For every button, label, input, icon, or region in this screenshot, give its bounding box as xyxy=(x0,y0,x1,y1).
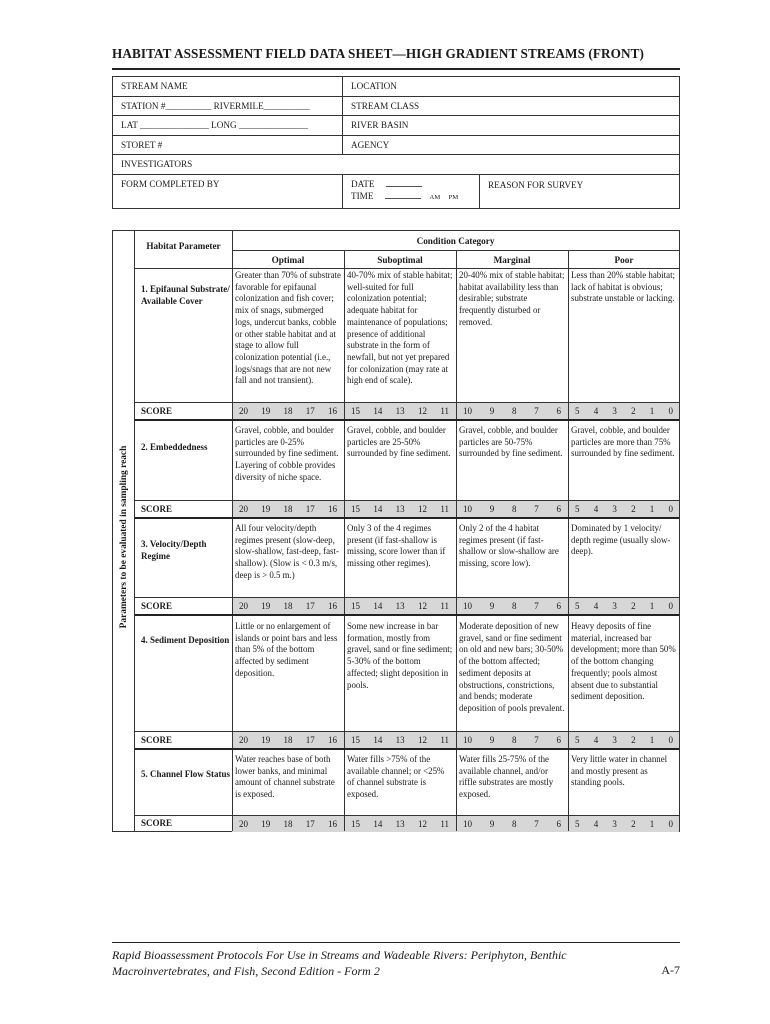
score-value[interactable]: 3 xyxy=(612,503,617,514)
score-value[interactable]: 12 xyxy=(417,734,427,745)
score-value[interactable]: 5 xyxy=(575,503,580,514)
desc-marginal: Water fills 25-75% of the available channel, and/or riffle substrates are mostly exposed. xyxy=(459,754,554,800)
score-range-marginal xyxy=(456,597,568,614)
score-value[interactable]: 13 xyxy=(395,503,405,514)
score-value[interactable]: 3 xyxy=(612,818,617,829)
date-blank[interactable] xyxy=(386,179,422,187)
score-value[interactable]: 10 xyxy=(463,600,472,611)
score-value[interactable]: 2 xyxy=(631,818,636,829)
score-value[interactable]: 13 xyxy=(395,818,405,829)
score-value[interactable]: 11 xyxy=(440,818,449,829)
score-value[interactable]: 0 xyxy=(668,734,673,745)
score-value[interactable]: 2 xyxy=(631,405,636,416)
location-field[interactable]: LOCATION xyxy=(351,81,397,91)
score-value[interactable]: 16 xyxy=(328,503,337,514)
score-value[interactable]: 6 xyxy=(556,503,561,514)
score-value[interactable]: 19 xyxy=(261,818,271,829)
score-value[interactable]: 12 xyxy=(417,600,427,611)
score-value[interactable]: 18 xyxy=(283,405,293,416)
score-value[interactable]: 13 xyxy=(395,405,405,416)
title-rule xyxy=(112,68,680,70)
score-value[interactable]: 2 xyxy=(631,503,636,514)
score-range-optimal xyxy=(232,815,344,832)
row-divider xyxy=(135,517,679,519)
score-value[interactable]: 1 xyxy=(649,503,655,514)
param-sediment-deposition: 4. Sediment Deposition xyxy=(141,635,230,645)
score-value[interactable]: 12 xyxy=(417,818,427,829)
score-value[interactable]: 9 xyxy=(489,503,495,514)
footer-citation: Rapid Bioassessment Protocols For Use in Streams and Wadeable Rivers: Periphyton, Benthic Macroinvertebrates, and Fish, Second Edition - Form 2 xyxy=(112,948,567,978)
header-form xyxy=(112,76,680,209)
habitat-table xyxy=(112,230,680,832)
score-value[interactable]: 0 xyxy=(668,818,673,829)
score-value[interactable]: 18 xyxy=(283,600,293,611)
form-row xyxy=(113,155,679,175)
score-value[interactable]: 7 xyxy=(534,600,539,611)
score-value[interactable]: 11 xyxy=(440,734,449,745)
score-value[interactable]: 8 xyxy=(512,818,517,829)
score-value[interactable]: 0 xyxy=(668,503,673,514)
score-value[interactable]: 0 xyxy=(668,405,673,416)
score-value[interactable]: 7 xyxy=(534,818,539,829)
score-value[interactable]: 15 xyxy=(351,818,360,829)
score-value[interactable]: 13 xyxy=(395,600,405,611)
score-value[interactable]: 15 xyxy=(351,405,360,416)
param-velocity-depth-regime: 3. Velocity/Depth Regime xyxy=(141,539,207,561)
header-condition-category: Condition Category xyxy=(416,236,495,246)
score-range-marginal xyxy=(456,731,568,748)
form-row xyxy=(113,116,679,136)
score-value[interactable]: 1 xyxy=(649,600,655,611)
score-value[interactable]: 7 xyxy=(534,503,539,514)
score-range-marginal xyxy=(456,815,568,832)
score-range-optimal xyxy=(232,731,344,748)
desc-optimal: Greater than 70% of substrate favorable for epifaunal colonization and fish cover; mix of snags, submerged logs, undercut banks, cobble or other stable habitat and at stage to allow full colonization potential (i.e., logs/snags that are not new fall and not transient). xyxy=(235,270,341,386)
score-range-marginal xyxy=(456,500,568,517)
desc-optimal: Little or no enlargement of islands or point bars and less than 5% of the bottom affected by sediment deposition. xyxy=(235,621,338,678)
score-value[interactable]: 17 xyxy=(305,405,315,416)
score-value[interactable]: 7 xyxy=(534,734,539,745)
score-value[interactable]: 14 xyxy=(373,503,383,514)
score-value[interactable]: 8 xyxy=(512,503,517,514)
score-label: SCORE xyxy=(141,406,173,416)
desc-suboptimal: Only 3 of the 4 regimes present (if fast-shallow is missing, score lower than if missing other regimes). xyxy=(347,523,446,569)
score-range-poor xyxy=(568,500,680,517)
score-value[interactable]: 5 xyxy=(575,600,580,611)
score-value[interactable]: 20 xyxy=(239,734,248,745)
score-value[interactable]: 11 xyxy=(440,503,449,514)
score-value[interactable]: 16 xyxy=(328,600,337,611)
score-value[interactable]: 14 xyxy=(373,405,383,416)
score-range-suboptimal xyxy=(344,815,456,832)
score-value[interactable]: 12 xyxy=(417,405,427,416)
desc-suboptimal: Some new increase in bar formation, mostly from gravel, sand or fine sediment; 5-30% of the bottom affected; slight deposition in pools. xyxy=(347,621,453,690)
desc-marginal: Gravel, cobble, and boulder particles are 50-75% surrounded by fine sediment. xyxy=(459,425,563,459)
score-value[interactable]: 11 xyxy=(440,600,449,611)
score-value[interactable]: 3 xyxy=(612,734,617,745)
score-value[interactable]: 17 xyxy=(305,600,315,611)
stream-name-field[interactable]: STREAM NAME xyxy=(113,77,343,96)
score-value[interactable]: 4 xyxy=(593,818,599,829)
score-value[interactable]: 19 xyxy=(261,405,271,416)
time-blank[interactable] xyxy=(385,191,421,199)
score-value[interactable]: 9 xyxy=(489,405,495,416)
desc-poor: Very little water in channel and mostly present as standing pools. xyxy=(571,754,668,788)
score-value[interactable]: 18 xyxy=(283,818,293,829)
desc-optimal: Gravel, cobble, and boulder particles are 0-25% surrounded by fine sediment. Layering of cobble provides diversity of niche space. xyxy=(235,425,339,482)
score-value[interactable]: 11 xyxy=(440,405,449,416)
score-value[interactable]: 15 xyxy=(351,600,360,611)
score-value[interactable]: 17 xyxy=(305,818,315,829)
score-label: SCORE xyxy=(141,735,173,745)
am-label: AM xyxy=(429,193,441,201)
score-value[interactable]: 6 xyxy=(556,600,561,611)
score-value[interactable]: 5 xyxy=(575,405,580,416)
score-value[interactable]: 5 xyxy=(575,818,580,829)
row-divider xyxy=(135,268,679,269)
score-value[interactable]: 6 xyxy=(556,818,561,829)
score-value[interactable]: 0 xyxy=(668,600,673,611)
desc-suboptimal: Water fills >75% of the available channel; or <25% of channel substrate is exposed. xyxy=(347,754,445,800)
score-value[interactable]: 5 xyxy=(575,734,580,745)
score-value[interactable]: 16 xyxy=(328,818,337,829)
score-value[interactable]: 16 xyxy=(328,405,337,416)
score-value[interactable]: 14 xyxy=(373,818,383,829)
investigators-field[interactable]: INVESTIGATORS xyxy=(121,159,193,170)
score-value[interactable]: 4 xyxy=(593,600,599,611)
row-divider xyxy=(135,614,679,616)
lat-long-field[interactable]: LAT _______________ LONG _______________ xyxy=(113,116,343,135)
form-completed-by-field[interactable]: FORM COMPLETED BY xyxy=(113,175,343,208)
form-row xyxy=(113,175,679,208)
header-marginal: Marginal xyxy=(493,255,531,265)
form-row xyxy=(113,136,679,156)
row-divider xyxy=(135,748,679,750)
header-suboptimal: Suboptimal xyxy=(377,255,423,265)
form-row xyxy=(113,77,679,97)
score-range-suboptimal xyxy=(344,500,456,517)
desc-marginal: Moderate deposition of new gravel, sand or fine sediment on old and new bars; 30-50% of the bottom affected; sediment deposits at obstructions, constrictions, and bends; moderate deposition of pools prevalent. xyxy=(459,621,565,713)
score-range-marginal xyxy=(456,402,568,419)
param-embeddedness: 2. Embeddedness xyxy=(141,442,208,452)
score-value[interactable]: 4 xyxy=(593,405,599,416)
desc-suboptimal: 40-70% mix of stable habitat; well-suited for full colonization potential; adequate habitat for maintenance of populations; presence of additional substrate in the form of newfall, but not yet prepared for colonization (may rate at high end of scale). xyxy=(347,270,453,386)
param-channel-flow-status: 5. Channel Flow Status xyxy=(141,769,231,779)
footer-rule xyxy=(112,942,680,943)
row-divider xyxy=(135,419,679,421)
desc-poor: Less than 20% stable habitat; lack of habitat is obvious; substrate unstable or lacking. xyxy=(571,270,676,304)
score-value[interactable]: 20 xyxy=(239,405,248,416)
score-value[interactable]: 16 xyxy=(328,734,337,745)
score-value[interactable]: 14 xyxy=(373,734,383,745)
score-value[interactable]: 10 xyxy=(463,405,472,416)
score-value[interactable]: 2 xyxy=(631,734,636,745)
time-label: TIME xyxy=(351,190,374,201)
score-value[interactable]: 6 xyxy=(556,405,561,416)
score-label: SCORE xyxy=(141,601,173,611)
desc-poor: Dominated by 1 velocity/ depth regime (usually slow-deep). xyxy=(571,523,671,557)
score-value[interactable]: 12 xyxy=(417,503,427,514)
score-value[interactable]: 8 xyxy=(512,600,517,611)
score-value[interactable]: 9 xyxy=(489,734,495,745)
score-value[interactable]: 2 xyxy=(631,600,636,611)
score-value[interactable]: 17 xyxy=(305,734,315,745)
score-value[interactable]: 1 xyxy=(649,734,655,745)
score-value[interactable]: 8 xyxy=(512,734,517,745)
score-range-suboptimal xyxy=(344,731,456,748)
score-value[interactable]: 3 xyxy=(612,600,617,611)
score-label: SCORE xyxy=(141,818,173,828)
score-range-optimal xyxy=(232,402,344,419)
score-range-poor xyxy=(568,402,680,419)
score-value[interactable]: 14 xyxy=(373,600,383,611)
score-value[interactable]: 6 xyxy=(556,734,561,745)
score-value[interactable]: 15 xyxy=(351,734,360,745)
score-range-poor xyxy=(568,731,680,748)
score-value[interactable]: 19 xyxy=(261,600,271,611)
score-value[interactable]: 17 xyxy=(305,503,315,514)
date-time-field[interactable] xyxy=(343,175,480,208)
form-row xyxy=(113,97,679,117)
desc-poor: Gravel, cobble, and boulder particles are more than 75% surrounded by fine sediment. xyxy=(571,425,675,459)
side-strip xyxy=(113,231,135,831)
desc-optimal: Water reaches base of both lower banks, and minimal amount of channel substrate is exposed. xyxy=(235,754,335,800)
desc-poor: Heavy deposits of fine material, increased bar development; more than 50% of the bottom changing frequently; pools almost absent due to substantial sediment deposition. xyxy=(571,621,676,702)
param-epifaunal-substrate: 1. Epifaunal Substrate/ Available Cover xyxy=(141,284,230,306)
score-label: SCORE xyxy=(141,504,173,514)
score-value[interactable]: 9 xyxy=(489,818,495,829)
score-range-poor xyxy=(568,815,680,832)
page-title: HABITAT ASSESSMENT FIELD DATA SHEET—HIGH GRADIENT STREAMS (FRONT) xyxy=(112,46,645,61)
desc-marginal: Only 2 of the 4 habitat regimes present (if fast-shallow or slow-shallow are missing, score low). xyxy=(459,523,559,569)
desc-marginal: 20-40% mix of stable habitat; habitat availability less than desirable; substrate frequently disturbed or removed. xyxy=(459,270,565,327)
river-basin-field[interactable]: RIVER BASIN xyxy=(351,120,409,131)
score-value[interactable]: 20 xyxy=(239,818,248,829)
storet-field[interactable]: STORET # xyxy=(113,136,343,155)
score-value[interactable]: 9 xyxy=(489,600,495,611)
header-optimal: Optimal xyxy=(271,255,305,265)
score-range-poor xyxy=(568,597,680,614)
score-range-optimal xyxy=(232,597,344,614)
score-value[interactable]: 4 xyxy=(593,734,599,745)
score-value[interactable]: 19 xyxy=(261,734,271,745)
side-label: Parameters to be evaluated in sampling reach xyxy=(119,445,129,629)
score-value[interactable]: 1 xyxy=(649,405,655,416)
station-rivermile-field[interactable]: STATION #__________ RIVERMILE__________ xyxy=(113,97,343,116)
score-value[interactable]: 8 xyxy=(512,405,517,416)
score-value[interactable]: 15 xyxy=(351,503,360,514)
page-number: A-7 xyxy=(661,963,680,977)
score-value[interactable]: 20 xyxy=(239,503,248,514)
date-label: DATE xyxy=(351,178,375,189)
score-value[interactable]: 18 xyxy=(283,734,293,745)
score-value[interactable]: 19 xyxy=(261,503,271,514)
agency-field[interactable]: AGENCY xyxy=(351,139,390,150)
score-value[interactable]: 1 xyxy=(649,818,655,829)
stream-class-field[interactable]: STREAM CLASS xyxy=(351,100,420,111)
score-value[interactable]: 18 xyxy=(283,503,293,514)
score-value[interactable]: 10 xyxy=(463,818,472,829)
desc-suboptimal: Gravel, cobble, and boulder particles are 25-50% surrounded by fine sediment. xyxy=(347,425,451,459)
score-value[interactable]: 4 xyxy=(593,503,599,514)
score-range-optimal xyxy=(232,500,344,517)
score-range-suboptimal xyxy=(344,402,456,419)
score-value[interactable]: 3 xyxy=(612,405,617,416)
desc-optimal: All four velocity/depth regimes present (slow-deep, slow-shallow, fast-deep, fast-shallow). (Slow is < 0.3 m/s, deep is > 0.5 m.) xyxy=(235,523,339,580)
score-value[interactable]: 10 xyxy=(463,503,472,514)
score-value[interactable]: 13 xyxy=(395,734,405,745)
reason-for-survey-field[interactable]: REASON FOR SURVEY xyxy=(488,179,584,190)
pm-label: PM xyxy=(448,193,459,201)
score-value[interactable]: 20 xyxy=(239,600,248,611)
score-value[interactable]: 7 xyxy=(534,405,539,416)
score-range-suboptimal xyxy=(344,597,456,614)
header-poor: Poor xyxy=(614,255,634,265)
score-value[interactable]: 10 xyxy=(463,734,472,745)
header-habitat-parameter: Habitat Parameter xyxy=(146,241,221,251)
